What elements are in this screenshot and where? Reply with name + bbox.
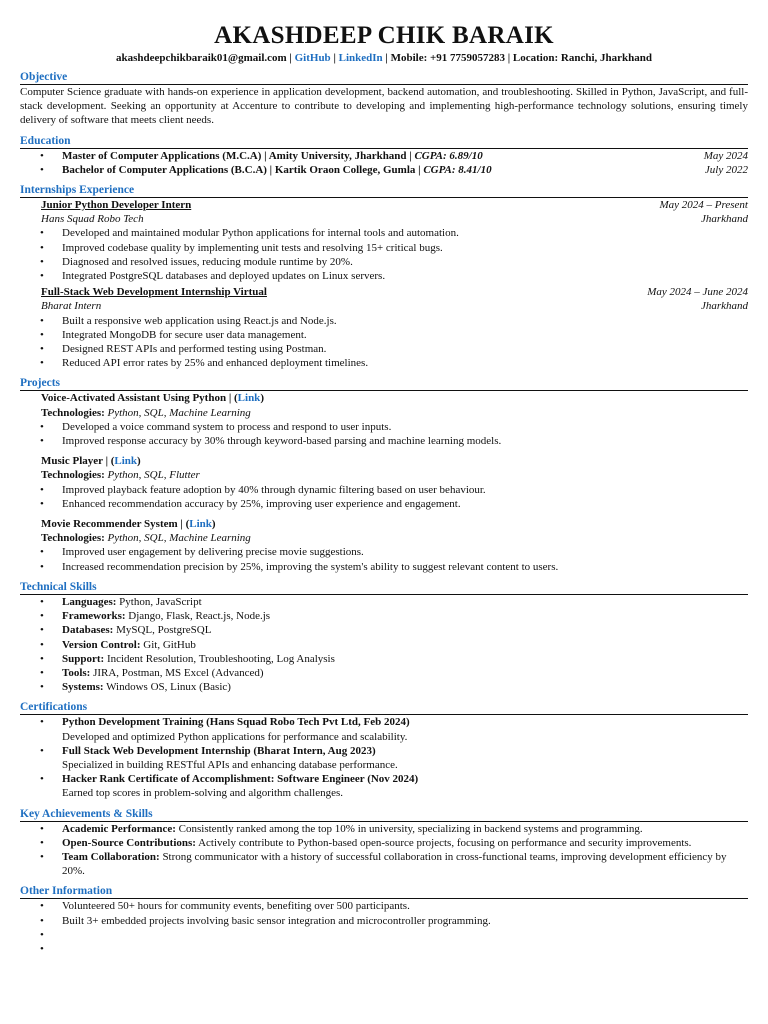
list-item <box>62 652 748 666</box>
section-title: Other Information <box>20 884 748 899</box>
education-date: July 2022 <box>704 163 748 176</box>
list-item <box>62 680 748 694</box>
education-date: May 2024 <box>703 149 748 162</box>
projects-section <box>20 376 748 573</box>
bullet-list <box>41 420 748 448</box>
project-entry: Music Player | (Link) Technologies: Python, SQL, Flutter • Improved playback feature adoption by 40% through dynamic filtering based on user behaviour. • Enhanced recommendation accuracy by 25%, improving user experience and engagement. <box>20 454 748 511</box>
tech-label: Technologies: <box>41 532 105 545</box>
internship-location: Jharkhand <box>700 300 748 313</box>
list-item: • Improved user engagement by delivering precise movie suggestions. <box>62 545 748 559</box>
section-title: Projects <box>20 376 748 391</box>
skill-value: JIRA, Postman, MS Excel (Advanced) <box>90 666 264 679</box>
education-section <box>20 134 748 177</box>
bullet-list <box>41 545 748 573</box>
skill-value: Incident Resolution, Troubleshooting, Log Analysis <box>104 652 335 665</box>
education-list <box>20 149 748 177</box>
bullet-list <box>41 314 748 371</box>
achievement-label: Open-Source Contributions: <box>62 836 196 849</box>
skill-label: Frameworks: <box>62 610 126 623</box>
project-entry: Movie Recommender System | (Link) Technologies: Python, SQL, Machine Learning • Improved user engagement by delivering precise movie suggestions. • Increased recommendation precision by 25%, improving the system's ability to suggest relevant content to users. <box>20 517 748 574</box>
bullet-list <box>41 483 748 511</box>
project-name: Movie Recommender System <box>41 518 178 531</box>
skill-label: Databases: <box>62 624 114 637</box>
tech-label: Technologies: <box>41 469 105 482</box>
education-item <box>62 163 748 177</box>
internship-dates: May 2024 – June 2024 <box>647 286 748 299</box>
tech-label: Technologies: <box>41 406 105 419</box>
section-title: Objective <box>20 70 748 85</box>
project-entry: Voice-Activated Assistant Using Python | (Link) Technologies: Python, SQL, Machine Learning • Developed a voice command system to process and respond to user inputs. • Improved response accuracy by 30% through keyword-based parsing and machine learning models. <box>20 391 748 448</box>
achievement-value: Actively contribute to Python-based open-source projects, focusing on performance and security improvements. <box>195 836 692 849</box>
certifications-list <box>20 715 748 800</box>
cert-name: • Full Stack Web Development Internship (Bharat Intern, Aug 2023) <box>62 744 376 757</box>
internship-entry <box>20 285 748 370</box>
empty-list-item <box>62 928 748 942</box>
list-item <box>62 822 748 836</box>
internship-role: Full-Stack Web Development Internship Virtual <box>41 286 267 299</box>
list-item <box>62 609 748 623</box>
internship-company: Hans Squad Robo Tech <box>41 213 144 226</box>
bullet-list <box>41 226 748 283</box>
skill-value: Django, Flask, React.js, Node.js <box>125 610 271 623</box>
list-item <box>62 744 748 772</box>
cert-desc: Specialized in building RESTful APIs and enhancing database performance. <box>62 758 398 771</box>
project-tech: Python, SQL, Flutter <box>107 469 200 482</box>
list-item: • Developed and maintained modular Python applications for internal tools and automation. <box>62 226 748 240</box>
empty-list-item <box>62 942 748 956</box>
degree: Master of Computer Applications (M.C.A) | Amity University, Jharkhand | <box>62 149 415 162</box>
other-list <box>20 899 748 956</box>
internship-dates: May 2024 – Present <box>659 199 748 212</box>
section-title: Key Achievements & Skills <box>20 807 748 822</box>
cgpa: CGPA: 6.89/10 <box>414 149 483 162</box>
certifications-section <box>20 700 748 800</box>
skill-value: MySQL, PostgreSQL <box>113 624 212 637</box>
cgpa: CGPA: 8.41/10 <box>423 163 492 176</box>
project-link[interactable]: Link <box>237 392 261 405</box>
list-item: • Built a responsive web application using React.js and Node.js. <box>62 314 748 328</box>
list-item <box>62 666 748 680</box>
list-item: • Built 3+ embedded projects involving basic sensor integration and microcontroller programming. <box>62 914 748 928</box>
list-item <box>62 772 748 800</box>
separator: | <box>286 52 295 64</box>
objective-text: Computer Science graduate with hands-on experience in application development, backend automation, and troubleshooting. Skilled in Python, JavaScript, and full-stack development. Seeking an opportunity at Accenture to contribute to developing and implementing high-performance technology solutions, ensuring timely delivery of software that meets client needs. <box>20 86 748 127</box>
list-item <box>62 715 748 743</box>
list-item <box>62 638 748 652</box>
list-item: • Volunteered 50+ hours for community events, benefiting over 500 participants. <box>62 899 748 913</box>
achievement-label: Team Collaboration: <box>62 850 160 863</box>
internships-section <box>20 183 748 370</box>
list-item: • Improved codebase quality by implementing unit tests and resolving 15+ critical bugs. <box>62 241 748 255</box>
project-tech: Python, SQL, Machine Learning <box>107 406 251 419</box>
list-item: • Improved playback feature adoption by 40% through dynamic filtering based on user behaviour. <box>62 483 748 497</box>
cert-desc: Earned top scores in problem-solving and algorithm challenges. <box>62 787 344 800</box>
list-item <box>62 836 748 850</box>
objective-section <box>20 70 748 128</box>
list-item: • Enhanced recommendation accuracy by 25%, improving user experience and engagement. <box>62 497 748 511</box>
skill-label: Tools: <box>62 666 91 679</box>
separator: | <box>330 52 339 64</box>
skill-value: Python, JavaScript <box>116 595 202 608</box>
other-section <box>20 884 748 956</box>
list-item: • Integrated PostgreSQL databases and deployed updates on Linux servers. <box>62 269 748 283</box>
achievement-value: Consistently ranked among the top 10% in university, specializing in backend systems and programming. <box>175 822 643 835</box>
cert-name: • Hacker Rank Certificate of Accomplishment: Software Engineer (Nov 2024) <box>62 773 419 786</box>
achievement-value: Strong communicator with a history of successful collaboration in cross-functional teams, improving development efficiency by 20%. <box>62 850 727 878</box>
achievements-list <box>20 822 748 879</box>
contact-line <box>20 51 748 65</box>
degree: Bachelor of Computer Applications (B.C.A) | Kartik Oraon College, Gumla | <box>62 163 424 176</box>
list-item: • Improved response accuracy by 30% through keyword-based parsing and machine learning models. <box>62 434 748 448</box>
skill-label: Systems: <box>62 681 104 694</box>
project-name: Music Player <box>41 455 103 468</box>
list-item: • Developed a voice command system to process and respond to user inputs. <box>62 420 748 434</box>
internship-company: Bharat Intern <box>41 300 102 313</box>
email[interactable]: akashdeepchikbaraik01@gmail.com <box>116 52 287 64</box>
education-item <box>62 149 748 163</box>
list-item <box>62 595 748 609</box>
section-title: Certifications <box>20 700 748 715</box>
list-item: • Designed REST APIs and performed testing using Postman. <box>62 342 748 356</box>
skills-list <box>20 595 748 694</box>
section-title: Internships Experience <box>20 183 748 198</box>
project-tech: Python, SQL, Machine Learning <box>107 532 251 545</box>
list-item <box>62 623 748 637</box>
section-title: Education <box>20 134 748 149</box>
project-name: Voice-Activated Assistant Using Python <box>41 392 227 405</box>
list-item: • Integrated MongoDB for secure user data management. <box>62 328 748 342</box>
skill-value: Windows OS, Linux (Basic) <box>103 681 231 694</box>
linkedin-link[interactable]: LinkedIn <box>338 52 383 64</box>
achievements-section <box>20 807 748 879</box>
section-title: Technical Skills <box>20 580 748 595</box>
achievement-label: Academic Performance: <box>62 822 176 835</box>
skill-label: Support: <box>62 652 105 665</box>
skills-section <box>20 580 748 694</box>
internship-location: Jharkhand <box>700 213 748 226</box>
skill-label: Languages: <box>62 595 117 608</box>
candidate-name: AKASHDEEP CHIK BARAIK <box>214 22 554 49</box>
contact-details: | Mobile: +91 7759057283 | Location: Ranchi, Jharkhand <box>382 52 652 64</box>
list-item: • Diagnosed and resolved issues, reducing module runtime by 20%. <box>62 255 748 269</box>
cert-desc: Developed and optimized Python applications for performance and scalability. <box>62 730 408 743</box>
cert-name: • Python Development Training (Hans Squad Robo Tech Pvt Ltd, Feb 2024) <box>62 716 410 729</box>
github-link[interactable]: GitHub <box>294 52 331 64</box>
internship-role: Junior Python Developer Intern <box>41 199 192 212</box>
list-item: • Reduced API error rates by 25% and enhanced deployment timelines. <box>62 356 748 370</box>
project-link[interactable]: Link <box>189 518 212 531</box>
skill-value: Git, GitHub <box>140 638 196 651</box>
internship-entry <box>20 198 748 283</box>
project-link[interactable]: Link <box>114 455 138 468</box>
list-item: • Increased recommendation precision by 25%, improving the system's ability to suggest relevant content to users. <box>62 560 748 574</box>
list-item <box>62 850 748 878</box>
skill-label: Version Control: <box>62 638 141 651</box>
